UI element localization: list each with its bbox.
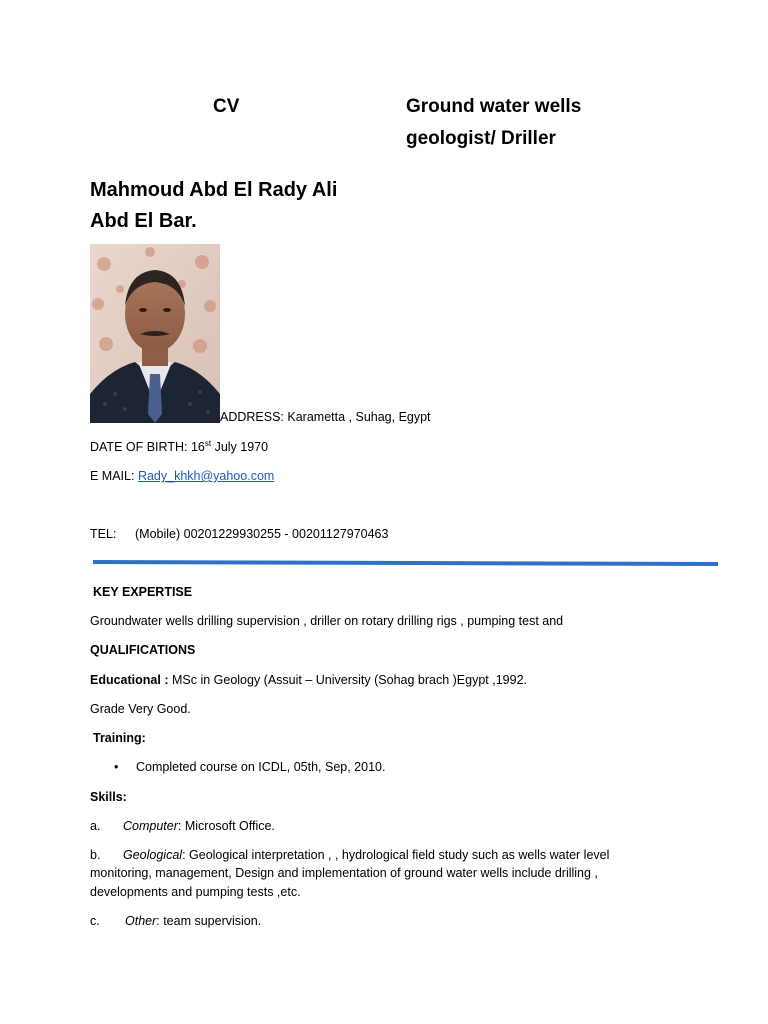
skill-label: Geological [123,848,183,862]
skill-marker-b: b. [90,848,101,862]
skill-label: Computer [123,819,178,833]
skill-marker-c: c. [90,914,100,928]
position-title-line1: Ground water wells [406,96,582,117]
email-link[interactable]: Rady_khkh@yahoo.com [137,469,275,483]
skill-marker-a: a. [90,819,101,833]
skill-text: : team supervision. [156,914,262,928]
skill-geological-continued-2: developments and pumping tests ,etc. [90,885,301,899]
email-label: E MAIL: [90,469,135,483]
skill-geological [123,848,609,862]
training-item: Completed course on ICDL, 05th, Sep, 2010. [136,760,386,774]
date-of-birth-line [90,440,268,454]
skills-heading: Skills: [90,790,127,804]
position-title-line2: geologist/ Driller [406,128,556,149]
skill-geological-continued-1: monitoring, management, Design and implementation of ground water wells include drilling , [90,866,598,880]
address-line [220,410,431,424]
dob-label: DATE OF BIRTH: [90,440,188,454]
email-line [90,469,274,483]
person-name-line1: Mahmoud Abd El Rady Ali [90,179,338,201]
qualifications-heading: QUALIFICATIONS [90,643,196,657]
dob-superscript: st [204,438,212,448]
address-label: ADDRESS: [220,410,284,424]
skill-label: Other [125,914,157,928]
key-expertise-heading: KEY EXPERTISE [93,585,193,599]
dob-day: 16 [190,440,205,454]
key-expertise-text: Groundwater wells drilling supervision , driller on rotary drilling rigs , pumping test and [90,614,564,628]
skill-text: : Microsoft Office. [177,819,275,833]
tel-label: TEL: [90,527,117,541]
educational-text: MSc in Geology (Assuit – University (Sohag brach )Egypt ,1992. [171,673,527,687]
profile-photo [90,244,220,423]
educational-label: Educational : [90,673,169,687]
skill-text: : Geological interpretation , , hydrological field study such as wells water level [182,848,610,862]
dob-rest: July 1970 [214,440,269,454]
training-bullet: • [114,760,119,774]
training-heading: Training: [93,731,146,745]
skill-other [125,914,261,928]
address-value: Karametta , Suhag, Egypt [287,410,431,424]
skill-computer [123,819,275,833]
grade-line: Grade Very Good. [90,702,191,716]
person-name-line2: Abd El Bar. [90,210,197,232]
educational-line [90,673,527,687]
cv-title: CV [213,96,240,117]
tel-value: (Mobile) 00201229930255 - 00201127970463 [135,527,389,541]
